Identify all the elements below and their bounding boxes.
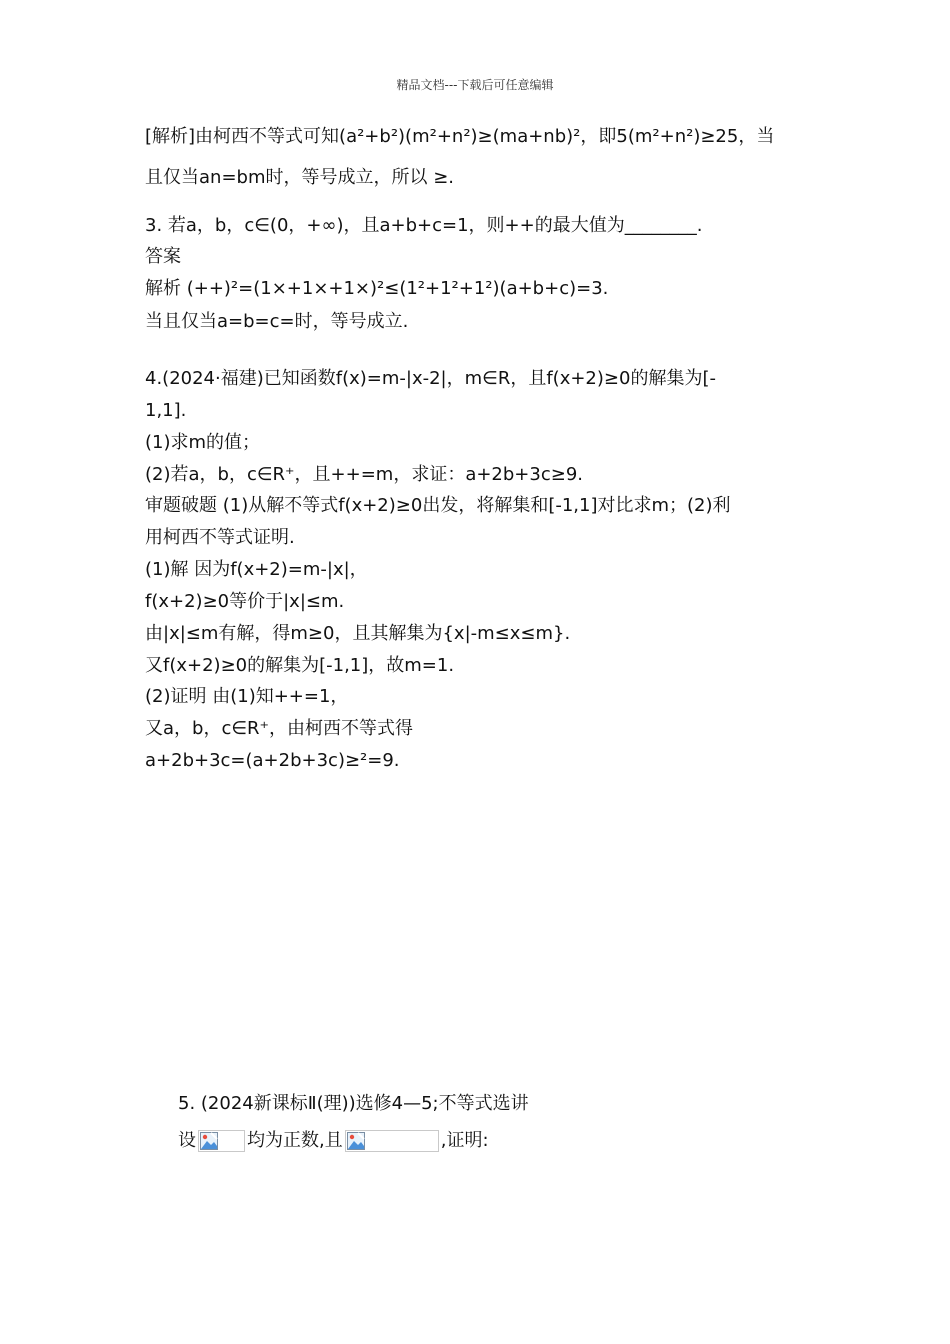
text-line-17: (2)证明 由(1)知++=1，: [145, 686, 349, 707]
broken-image-icon: [198, 1130, 245, 1152]
broken-image-icon-glyph: [347, 1132, 365, 1150]
text-line-10: (2)若a，b，c∈R⁺，且++=m，求证：a+2b+3c≥9.: [145, 464, 583, 485]
text-line-9: (1)求m的值；: [145, 432, 261, 453]
text-line-6: 当且仅当a=b=c=时，等号成立.: [145, 311, 409, 332]
text-line-18: 又a，b，c∈R⁺，由柯西不等式得: [145, 718, 414, 739]
problem5-middle: 均为正数,且: [247, 1130, 343, 1151]
text-line-15: 由|x|≤m有解，得m≥0，且其解集为{x|-m≤x≤m}.: [145, 623, 571, 644]
text-line-14: f(x+2)≥0等价于|x|≤m.: [145, 591, 345, 612]
text-line-5: 解析 (++)²=(1×+1×+1×)²≤(1²+1²+1²)(a+b+c)=3.: [145, 278, 609, 299]
text-line-11: 审题破题 (1)从解不等式f(x+2)≥0出发，将解集和[-1,1]对比求m；(2)利: [145, 495, 731, 516]
text-line-16: 又f(x+2)≥0的解集为[-1,1]，故m=1.: [145, 655, 455, 676]
problem5-statement: [178, 1130, 489, 1152]
text-line-13: (1)解 因为f(x+2)=m-|x|，: [145, 559, 368, 580]
problem5-suffix: ,证明:: [440, 1130, 489, 1151]
broken-image-icon-glyph: [200, 1132, 218, 1150]
text-line-7: 4.(2024·福建)已知函数f(x)=m-|x-2|，m∈R，且f(x+2)≥0的解集为[-: [145, 368, 716, 389]
text-line-19: a+2b+3c=(a+2b+3c)≥²=9.: [145, 750, 400, 771]
text-line-8: 1,1].: [145, 400, 187, 421]
text-line-1: [解析]由柯西不等式可知(a²+b²)(m²+n²)≥(ma+nb)²，即5(m²+n²)≥25，当: [145, 126, 775, 147]
text-line-2: 且仅当an=bm时，等号成立，所以 ≥.: [145, 167, 455, 188]
text-line-4: 答案: [145, 246, 181, 267]
page-header: 精品文档---下载后可任意编辑: [396, 78, 554, 92]
broken-image-icon: [345, 1130, 439, 1152]
problem5-title: 5. (2024新课标Ⅱ(理))选修4—5;不等式选讲: [178, 1093, 529, 1114]
problem5-prefix: 设: [178, 1130, 196, 1151]
text-line-12: 用柯西不等式证明.: [145, 527, 295, 548]
text-line-3: 3. 若a，b，c∈(0，+∞)，且a+b+c=1，则++的最大值为________.: [145, 215, 703, 236]
